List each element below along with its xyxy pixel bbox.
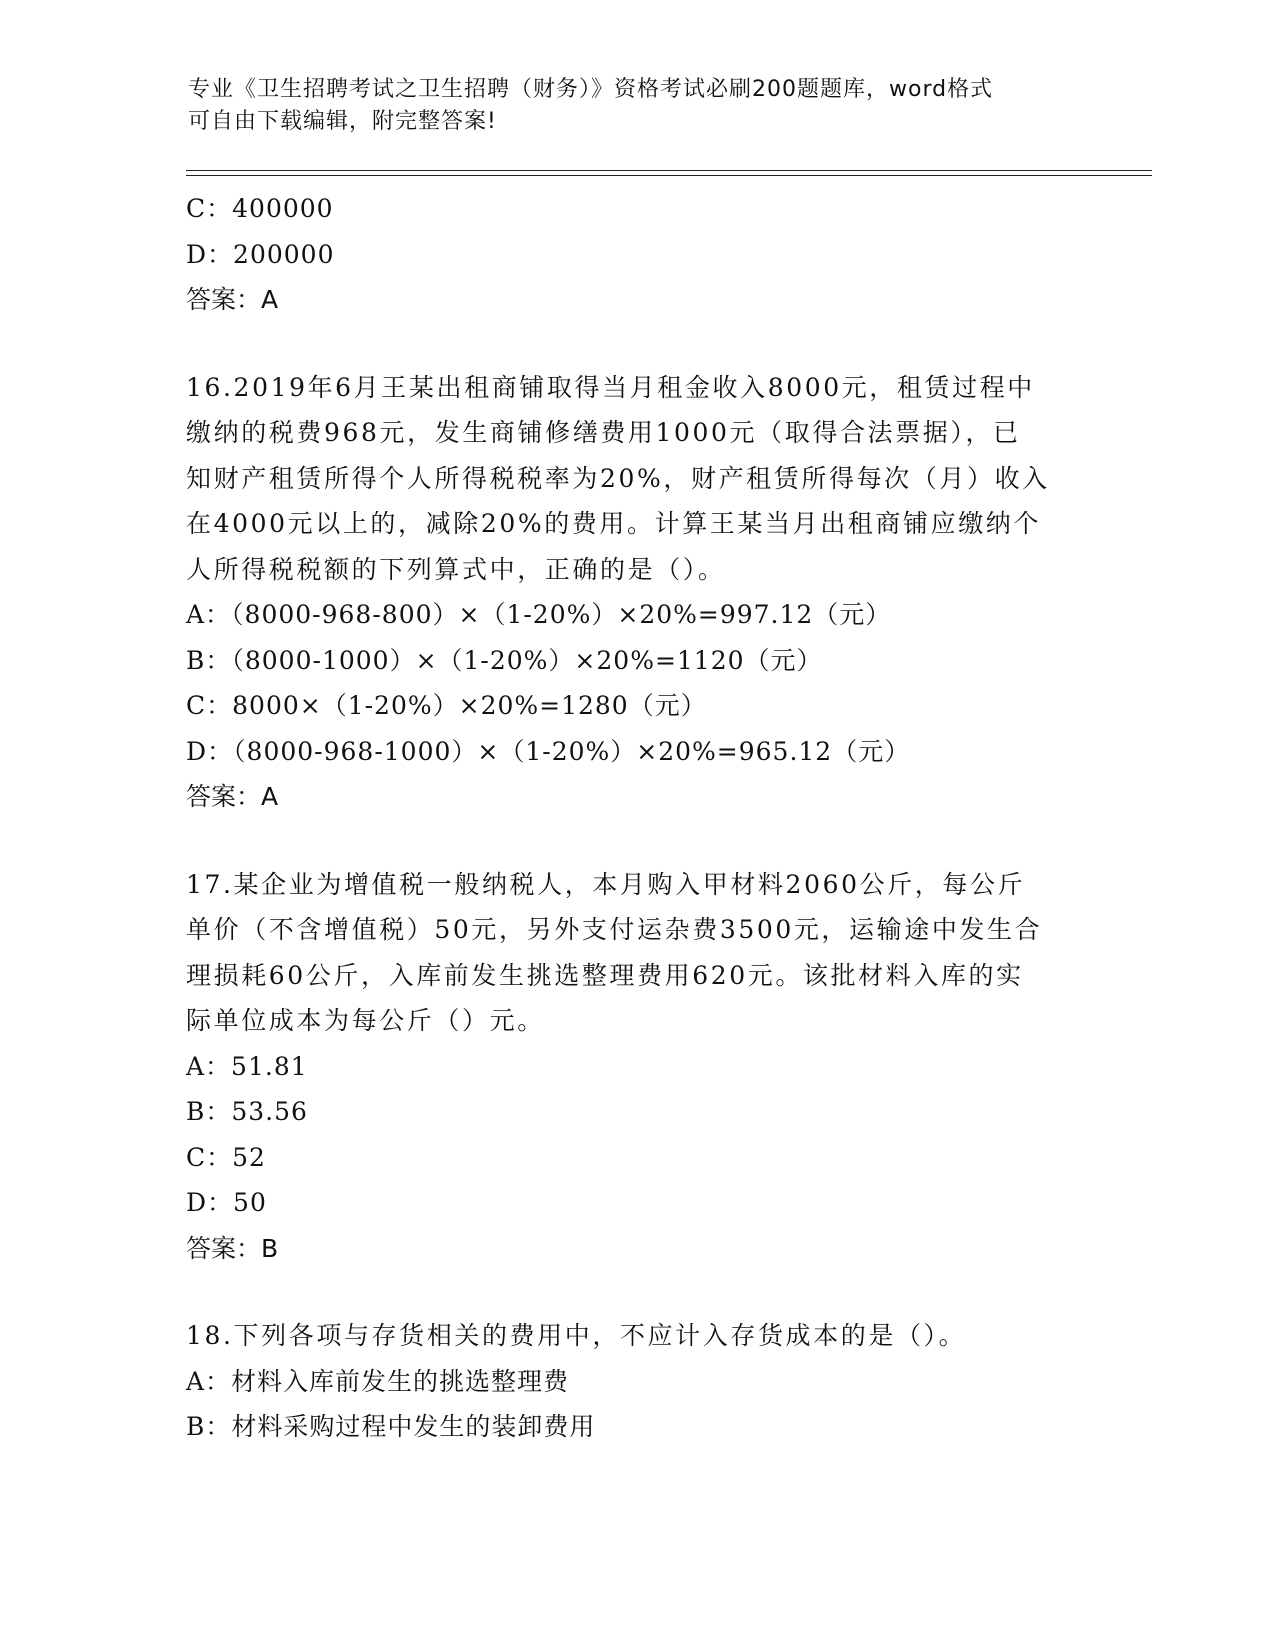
q16-option-b: B：（8000-1000）×（1-20%）×20%=1120（元） [186, 645, 823, 675]
q16-stem-line: 缴纳的税费968元，发生商铺修缮费用1000元（取得合法票据），已 [186, 418, 1021, 447]
q17-option-b: B：53.56 [186, 1097, 308, 1126]
q18-option-a: A：材料入库前发生的挑选整理费 [186, 1366, 570, 1396]
q16-option-d: D：（8000-968-1000）×（1-20%）×20%=965.12（元） [186, 736, 911, 766]
q16-stem-line: 知财产租赁所得个人所得税税率为20%，财产租赁所得每次（月）收入 [186, 463, 1050, 493]
document-body [186, 186, 1086, 1450]
q17-stem-line: 理损耗60公斤，入库前发生挑选整理费用620元。该批材料入库的实 [186, 960, 1024, 990]
q17-option-d: D：50 [186, 1188, 267, 1217]
q17-stem-line: 17.某企业为增值税一般纳税人，本月购入甲材料2060公斤，每公斤 [186, 869, 1026, 899]
q16-answer: 答案：A [186, 782, 279, 811]
q17-option-c: C：52 [186, 1142, 266, 1172]
q16-stem-line: 16.2019年6月王某出租商铺取得当月租金收入8000元，租赁过程中 [186, 372, 1035, 402]
q15-answer: 答案：A [186, 285, 279, 314]
spacer [186, 820, 1086, 862]
q17-option-a: A：51.81 [186, 1051, 308, 1081]
q18-option-b: B：材料采购过程中发生的装卸费用 [186, 1412, 596, 1441]
q17-answer: 答案：B [186, 1233, 279, 1263]
header-divider-bottom [186, 175, 1152, 176]
q16-option-c: C：8000×（1-20%）×20%=1280（元） [186, 691, 707, 720]
q16-option-a: A：（8000-968-800）×（1-20%）×20%=997.12（元） [186, 600, 892, 629]
q15-option-c: C：400000 [186, 194, 334, 223]
question-15-fragment [186, 186, 1086, 323]
q15-option-d: D：200000 [186, 239, 335, 269]
spacer [186, 1271, 1086, 1313]
question-16 [186, 365, 1086, 820]
q16-stem-line: 在4000元以上的，减除20%的费用。计算王某当月出租商铺应缴纳个 [186, 509, 1041, 538]
q17-stem-line: 单价（不含增值税）50元，另外支付运杂费3500元，运输途中发生合 [186, 915, 1043, 944]
spacer [186, 323, 1086, 365]
header-divider-top [186, 170, 1152, 171]
question-17 [186, 862, 1086, 1272]
q18-stem-line: 18.下列各项与存货相关的费用中，不应计入存货成本的是（）。 [186, 1321, 967, 1350]
header-title-line-1: 专业《卫生招聘考试之卫生招聘（财务）》资格考试必刷200题题库，word格式 [188, 77, 994, 102]
q17-stem-line: 际单位成本为每公斤（）元。 [186, 1006, 545, 1035]
header-title-line-2: 可自由下载编辑，附完整答案! [188, 109, 497, 134]
question-18 [186, 1313, 1086, 1450]
document-header [188, 74, 1068, 138]
q16-stem-line: 人所得税税额的下列算式中，正确的是（）。 [186, 554, 726, 584]
